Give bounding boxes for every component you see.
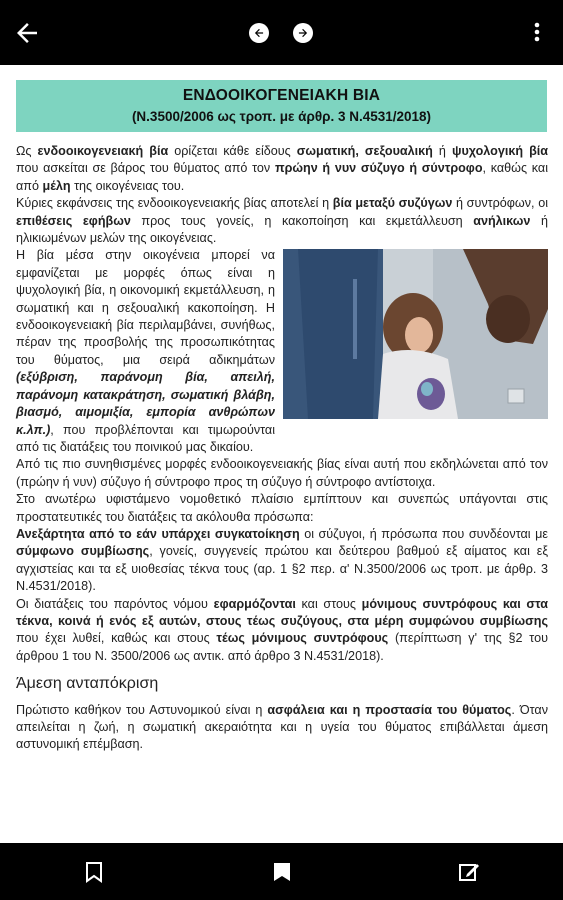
text-run: Η βία μέσα στην οικογένεια μπορεί να εμφανίζεται με μορφές όπως είναι η ψυχολογική βία, η οικονομική εκμετάλλευση, η σωματική και η σεξουαλική κακοποίηση. Η ενδοοικογενειακή βία περιλαμβάνει, συνήθως, πέραν της προσβολής της προσωπικότητας του θύματος, μια σειρά αδικημάτων: [16, 248, 275, 367]
domestic-violence-photo: [283, 249, 548, 419]
back-button[interactable]: [12, 18, 42, 48]
bookmarks-list-button[interactable]: [272, 861, 292, 888]
edit-note-icon: [458, 861, 480, 883]
title-banner: [16, 80, 547, 132]
bold-text: εφαρμόζονται: [213, 596, 296, 611]
paragraph: [16, 143, 548, 195]
paragraph: [16, 526, 548, 596]
next-page-button[interactable]: [293, 23, 313, 43]
article-subtitle: (Ν.3500/2006 ως τροπ. με άρθρ. 3 Ν.4531/2018): [131, 109, 432, 124]
bold-text: σύμφωνο συμβίωσης: [16, 544, 150, 559]
bookmark-outline-icon: [85, 861, 103, 883]
chevron-right-icon: [296, 26, 310, 40]
section-heading: Άμεση ανταπόκριση: [16, 675, 159, 693]
text-run: ορίζεται κάθε είδους: [168, 144, 297, 158]
bold-text: βία μεταξύ συζύγων: [332, 196, 453, 211]
paragraph: [16, 491, 548, 526]
bold-text: πρώην ή νυν σύζυγο ή σύντροφο: [274, 161, 483, 176]
bold-text: επιθέσεις εφήβων: [16, 213, 131, 228]
more-vert-icon: [527, 20, 547, 44]
bold-text: Ανεξάρτητα από το εάν υπάρχει συγκατοίκηση: [16, 526, 300, 541]
text-run: , που προβλέπονται και τιμωρούνται από τις διατάξεις του ποινικού μας δικαίου.: [16, 422, 275, 454]
app-bar: [0, 0, 563, 65]
arrow-left-icon: [12, 18, 42, 48]
paragraph: [16, 596, 548, 666]
paragraph: [16, 702, 548, 754]
text-run: της οικογένειας του.: [70, 178, 185, 193]
chevron-left-icon: [252, 26, 266, 40]
paragraph: [16, 195, 548, 247]
bold-text: ασφάλεια και η προστασία του θύματος: [267, 702, 512, 717]
bold-text: τέως μόνιμους συντρόφους: [216, 631, 389, 646]
paragraph: [16, 456, 548, 491]
bookmark-button[interactable]: [85, 861, 103, 888]
text-run: Πρώτιστο καθήκον του Αστυνομικού είναι η: [16, 702, 268, 717]
text-run: (περίπτωση γ' της §2 του άρθρου 1 του Ν. 3500/2006 ως αντικ. από άρθρο 3 Ν.4531/2018).: [16, 631, 548, 663]
text-run: Από τις πιο συνηθισμένες μορφές ενδοοικογενειακής βίας είναι αυτή που εκδηλώνεται από τον (πρώην ή νυν) σύζυγο ή σύντροφο προς τη σύζυγο ή σύντροφο αντίστοιχα.: [16, 457, 548, 489]
previous-page-button[interactable]: [249, 23, 269, 43]
text-run: Στο ανωτέρω υφιστάμενο νομοθετικό πλαίσιο εμπίπτουν και συνεπώς υπάγονται στις προστατευτικές του διατάξεις τα ακόλουθα πρόσωπα:: [16, 492, 548, 524]
text-run: οι σύζυγοι, ή πρόσωπα που συνδέονται με: [299, 526, 548, 541]
text-run: ή συντρόφων, οι: [452, 196, 549, 211]
bold-text: μόνιμους συντρόφους και στα τέκνα, κοινά ή ενός εξ αυτών, στους τέως συζύγους, στα μέρη συμφώνου συμβίωσης: [16, 596, 549, 628]
text-run: Οι διατάξεις του παρόντος νόμου: [16, 596, 214, 611]
article-content[interactable]: [0, 65, 563, 843]
text-run: Ως: [16, 144, 38, 158]
notes-button[interactable]: [458, 861, 480, 888]
bold-text: ανήλικων: [473, 213, 531, 228]
text-run: και στους: [295, 596, 362, 611]
bold-text: ψυχολογική βία: [451, 144, 548, 158]
text-run: , γονείς, συγγενείς πρώτου και δεύτερου βαθμού εξ αίματος και εξ αγχιστείας και τα εξ υιοθεσίας τέκνα τους (αρ. 1 §2 περ. α' Ν.3500/2006 ως τροπ. με άρθρ. 3 Ν.4531/2018).: [16, 544, 548, 594]
text-run: ή: [432, 144, 452, 158]
bold-text: (εξύβριση, παράνομη βία, απειλή, παράνομη κατακράτηση, σωματική βλάβη, βιασμό, αιμομιξία, εμπορία ανθρώπων κ.λπ.): [16, 370, 275, 437]
text-run: Κύριες εκφάνσεις της ενδοοικογενειακής βίας αποτελεί η: [16, 196, 333, 211]
bold-text: ενδοοικογενειακή βία: [37, 144, 169, 158]
article-body: [16, 143, 548, 754]
text-run: που έχει λυθεί, καθώς και στους: [16, 631, 217, 646]
text-run: ή ηλικιωμένων μελών της οικογένειας.: [16, 213, 548, 246]
article-title: ΕΝΔΟΟΙΚΟΓΕΝΕΙΑΚΗ ΒΙΑ: [182, 87, 381, 104]
photo-illustration: [283, 249, 548, 419]
bold-text: σωματική, σεξουαλική: [296, 144, 433, 158]
text-run: που ασκείται σε βάρος του θύματος από τον: [16, 161, 275, 176]
more-options-button[interactable]: [527, 20, 547, 44]
bold-text: μέλη: [42, 178, 71, 193]
bottom-toolbar: [0, 843, 563, 900]
text-run: . Όταν απειλείται η ζωή, η σωματική ακεραιότητα και η υγεία του θύματος επιβάλλεται άμεση αστυνομική επέμβαση.: [16, 702, 548, 752]
bookmarks-icon: [272, 861, 292, 883]
text-run: , καθώς και από: [16, 161, 548, 193]
text-run: προς τους γονείς, η κακοποίηση και εκμετάλλευση: [130, 213, 474, 228]
